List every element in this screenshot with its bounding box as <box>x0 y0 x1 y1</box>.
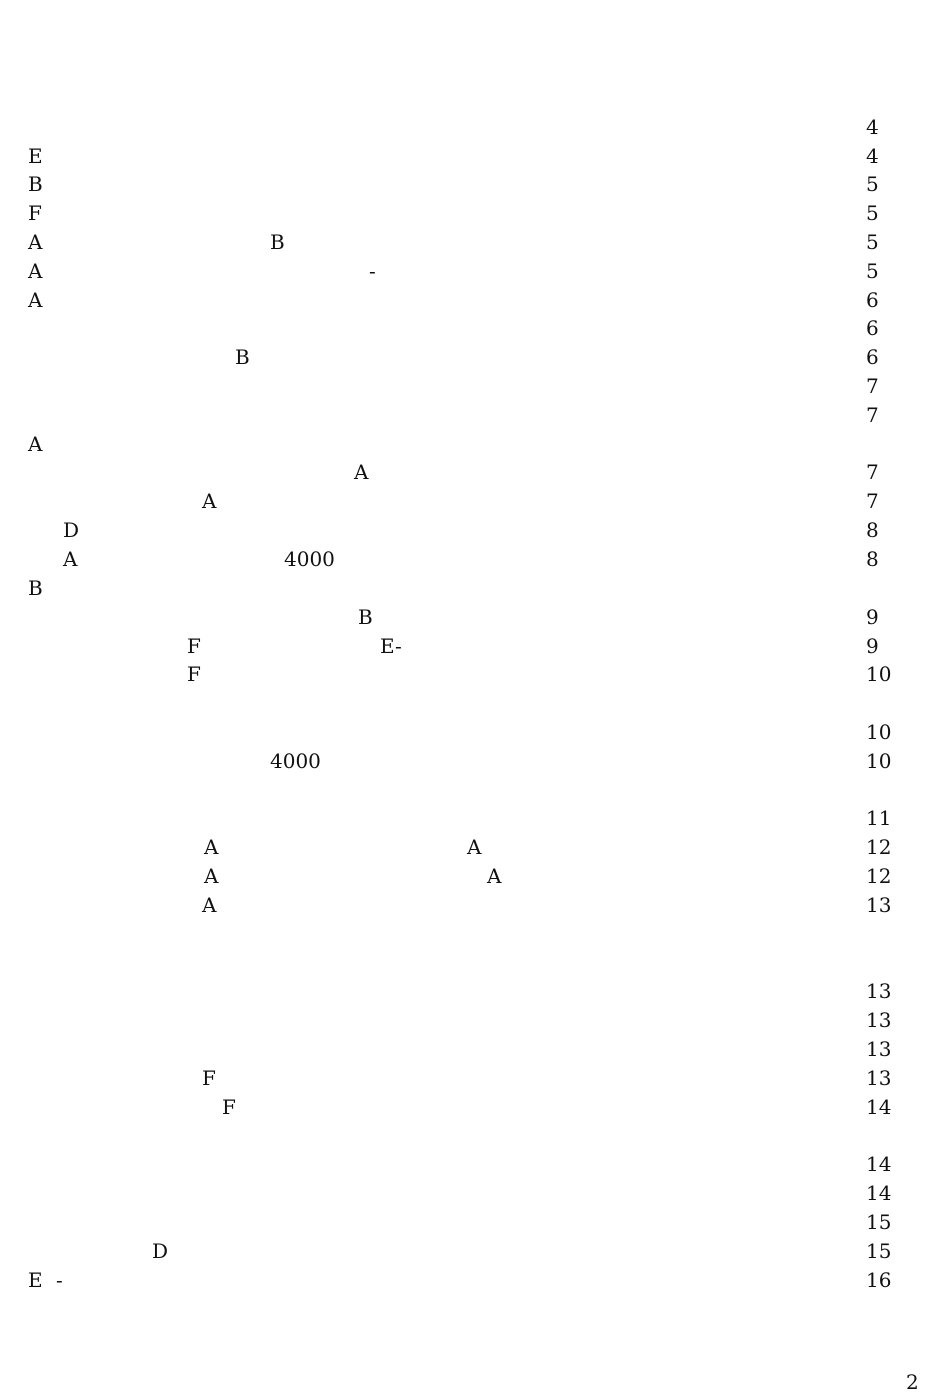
toc-fragment: A <box>204 835 219 859</box>
toc-page-number: 14 <box>866 1181 892 1205</box>
toc-fragment: F <box>202 1066 216 1090</box>
toc-page-number: 8 <box>866 518 879 542</box>
toc-fragment: F <box>187 662 201 686</box>
toc-page-number: 6 <box>866 288 879 312</box>
toc-page-number: 7 <box>866 374 879 398</box>
toc-row <box>0 228 950 257</box>
toc-row <box>0 862 950 891</box>
toc-fragment: 4000 <box>284 547 335 571</box>
toc-page-number: 11 <box>866 806 892 830</box>
toc-page-number: 7 <box>866 403 879 427</box>
toc-row <box>0 430 950 459</box>
toc-fragment: A <box>467 835 482 859</box>
toc-page-number: 13 <box>866 1066 892 1090</box>
toc-fragment: E- <box>380 634 402 658</box>
toc-row <box>0 1150 950 1179</box>
toc-row <box>0 1006 950 1035</box>
toc-fragment: F <box>187 634 201 658</box>
toc-page-number: 8 <box>866 547 879 571</box>
toc-label: A <box>28 259 43 283</box>
toc-row <box>0 1237 950 1266</box>
toc-page-number: 4 <box>866 115 879 139</box>
toc-page-number: 12 <box>866 835 892 859</box>
toc-page-number: 10 <box>866 720 892 744</box>
toc-row <box>0 199 950 228</box>
toc-page-number: 13 <box>866 1037 892 1061</box>
toc-row <box>0 516 950 545</box>
toc-page-number: 9 <box>866 605 879 629</box>
toc-page-number: 5 <box>866 230 879 254</box>
toc-label: E <box>28 144 43 168</box>
toc-row <box>0 1093 950 1122</box>
toc-row <box>0 458 950 487</box>
toc-page-number: 10 <box>866 662 892 686</box>
toc-row <box>0 1208 950 1237</box>
toc-label: A <box>28 288 43 312</box>
toc-row <box>0 142 950 171</box>
toc-row <box>0 1179 950 1208</box>
toc-row <box>0 487 950 516</box>
toc-fragment: A <box>487 864 502 888</box>
toc-row <box>0 170 950 199</box>
toc-page-number: 15 <box>866 1239 892 1263</box>
toc-page-number: 9 <box>866 634 879 658</box>
page-number: 2 <box>906 1370 919 1394</box>
toc-label: B <box>28 576 43 600</box>
toc-page-number: 16 <box>866 1268 892 1292</box>
toc-row <box>0 343 950 372</box>
toc-page-number: 7 <box>866 460 879 484</box>
toc-page-number: 6 <box>866 345 879 369</box>
toc-label: A <box>28 432 43 456</box>
toc-page-number: 6 <box>866 316 879 340</box>
toc-fragment: A <box>204 864 219 888</box>
toc-page-number: 13 <box>866 893 892 917</box>
toc-row <box>0 286 950 315</box>
toc-row <box>0 747 950 776</box>
toc-label: B <box>28 172 43 196</box>
toc-row <box>0 891 950 920</box>
toc-page-number: 5 <box>866 259 879 283</box>
toc-row <box>0 257 950 286</box>
toc-fragment: B <box>270 230 285 254</box>
toc-row <box>0 603 950 632</box>
toc-row <box>0 1064 950 1093</box>
toc-page-number: 4 <box>866 144 879 168</box>
toc-row <box>0 632 950 661</box>
toc-page-number: 14 <box>866 1095 892 1119</box>
toc-row <box>0 804 950 833</box>
toc-label: F <box>28 201 42 225</box>
toc-fragment: A <box>354 460 369 484</box>
toc-row <box>0 574 950 603</box>
toc-fragment: 4000 <box>270 749 321 773</box>
toc-page-number: 10 <box>866 749 892 773</box>
toc-row <box>0 314 950 343</box>
toc-fragment: B <box>235 345 250 369</box>
toc-fragment: F <box>222 1095 236 1119</box>
toc-fragment: - <box>369 259 376 283</box>
toc-fragment: A <box>63 547 78 571</box>
toc-fragment: D <box>152 1239 169 1263</box>
toc-row <box>0 401 950 430</box>
toc-page-number: 13 <box>866 1008 892 1032</box>
toc-label: A <box>28 230 43 254</box>
toc-page-number: 12 <box>866 864 892 888</box>
toc-fragment: D <box>63 518 80 542</box>
toc-label: E <box>28 1268 43 1292</box>
toc-row <box>0 1266 950 1295</box>
toc-row <box>0 660 950 689</box>
toc-fragment: B <box>358 605 373 629</box>
toc-row <box>0 977 950 1006</box>
toc-row <box>0 372 950 401</box>
toc-fragment: - <box>56 1268 63 1292</box>
toc-page-number: 14 <box>866 1152 892 1176</box>
toc-fragment: A <box>202 893 217 917</box>
toc-page-number: 15 <box>866 1210 892 1234</box>
toc-row <box>0 113 950 142</box>
toc-page-number: 5 <box>866 201 879 225</box>
toc-row <box>0 833 950 862</box>
toc-page-number: 13 <box>866 979 892 1003</box>
toc-row <box>0 1035 950 1064</box>
toc-page-number: 5 <box>866 172 879 196</box>
toc-row <box>0 718 950 747</box>
toc-row <box>0 545 950 574</box>
toc-fragment: A <box>202 489 217 513</box>
toc-page-number: 7 <box>866 489 879 513</box>
